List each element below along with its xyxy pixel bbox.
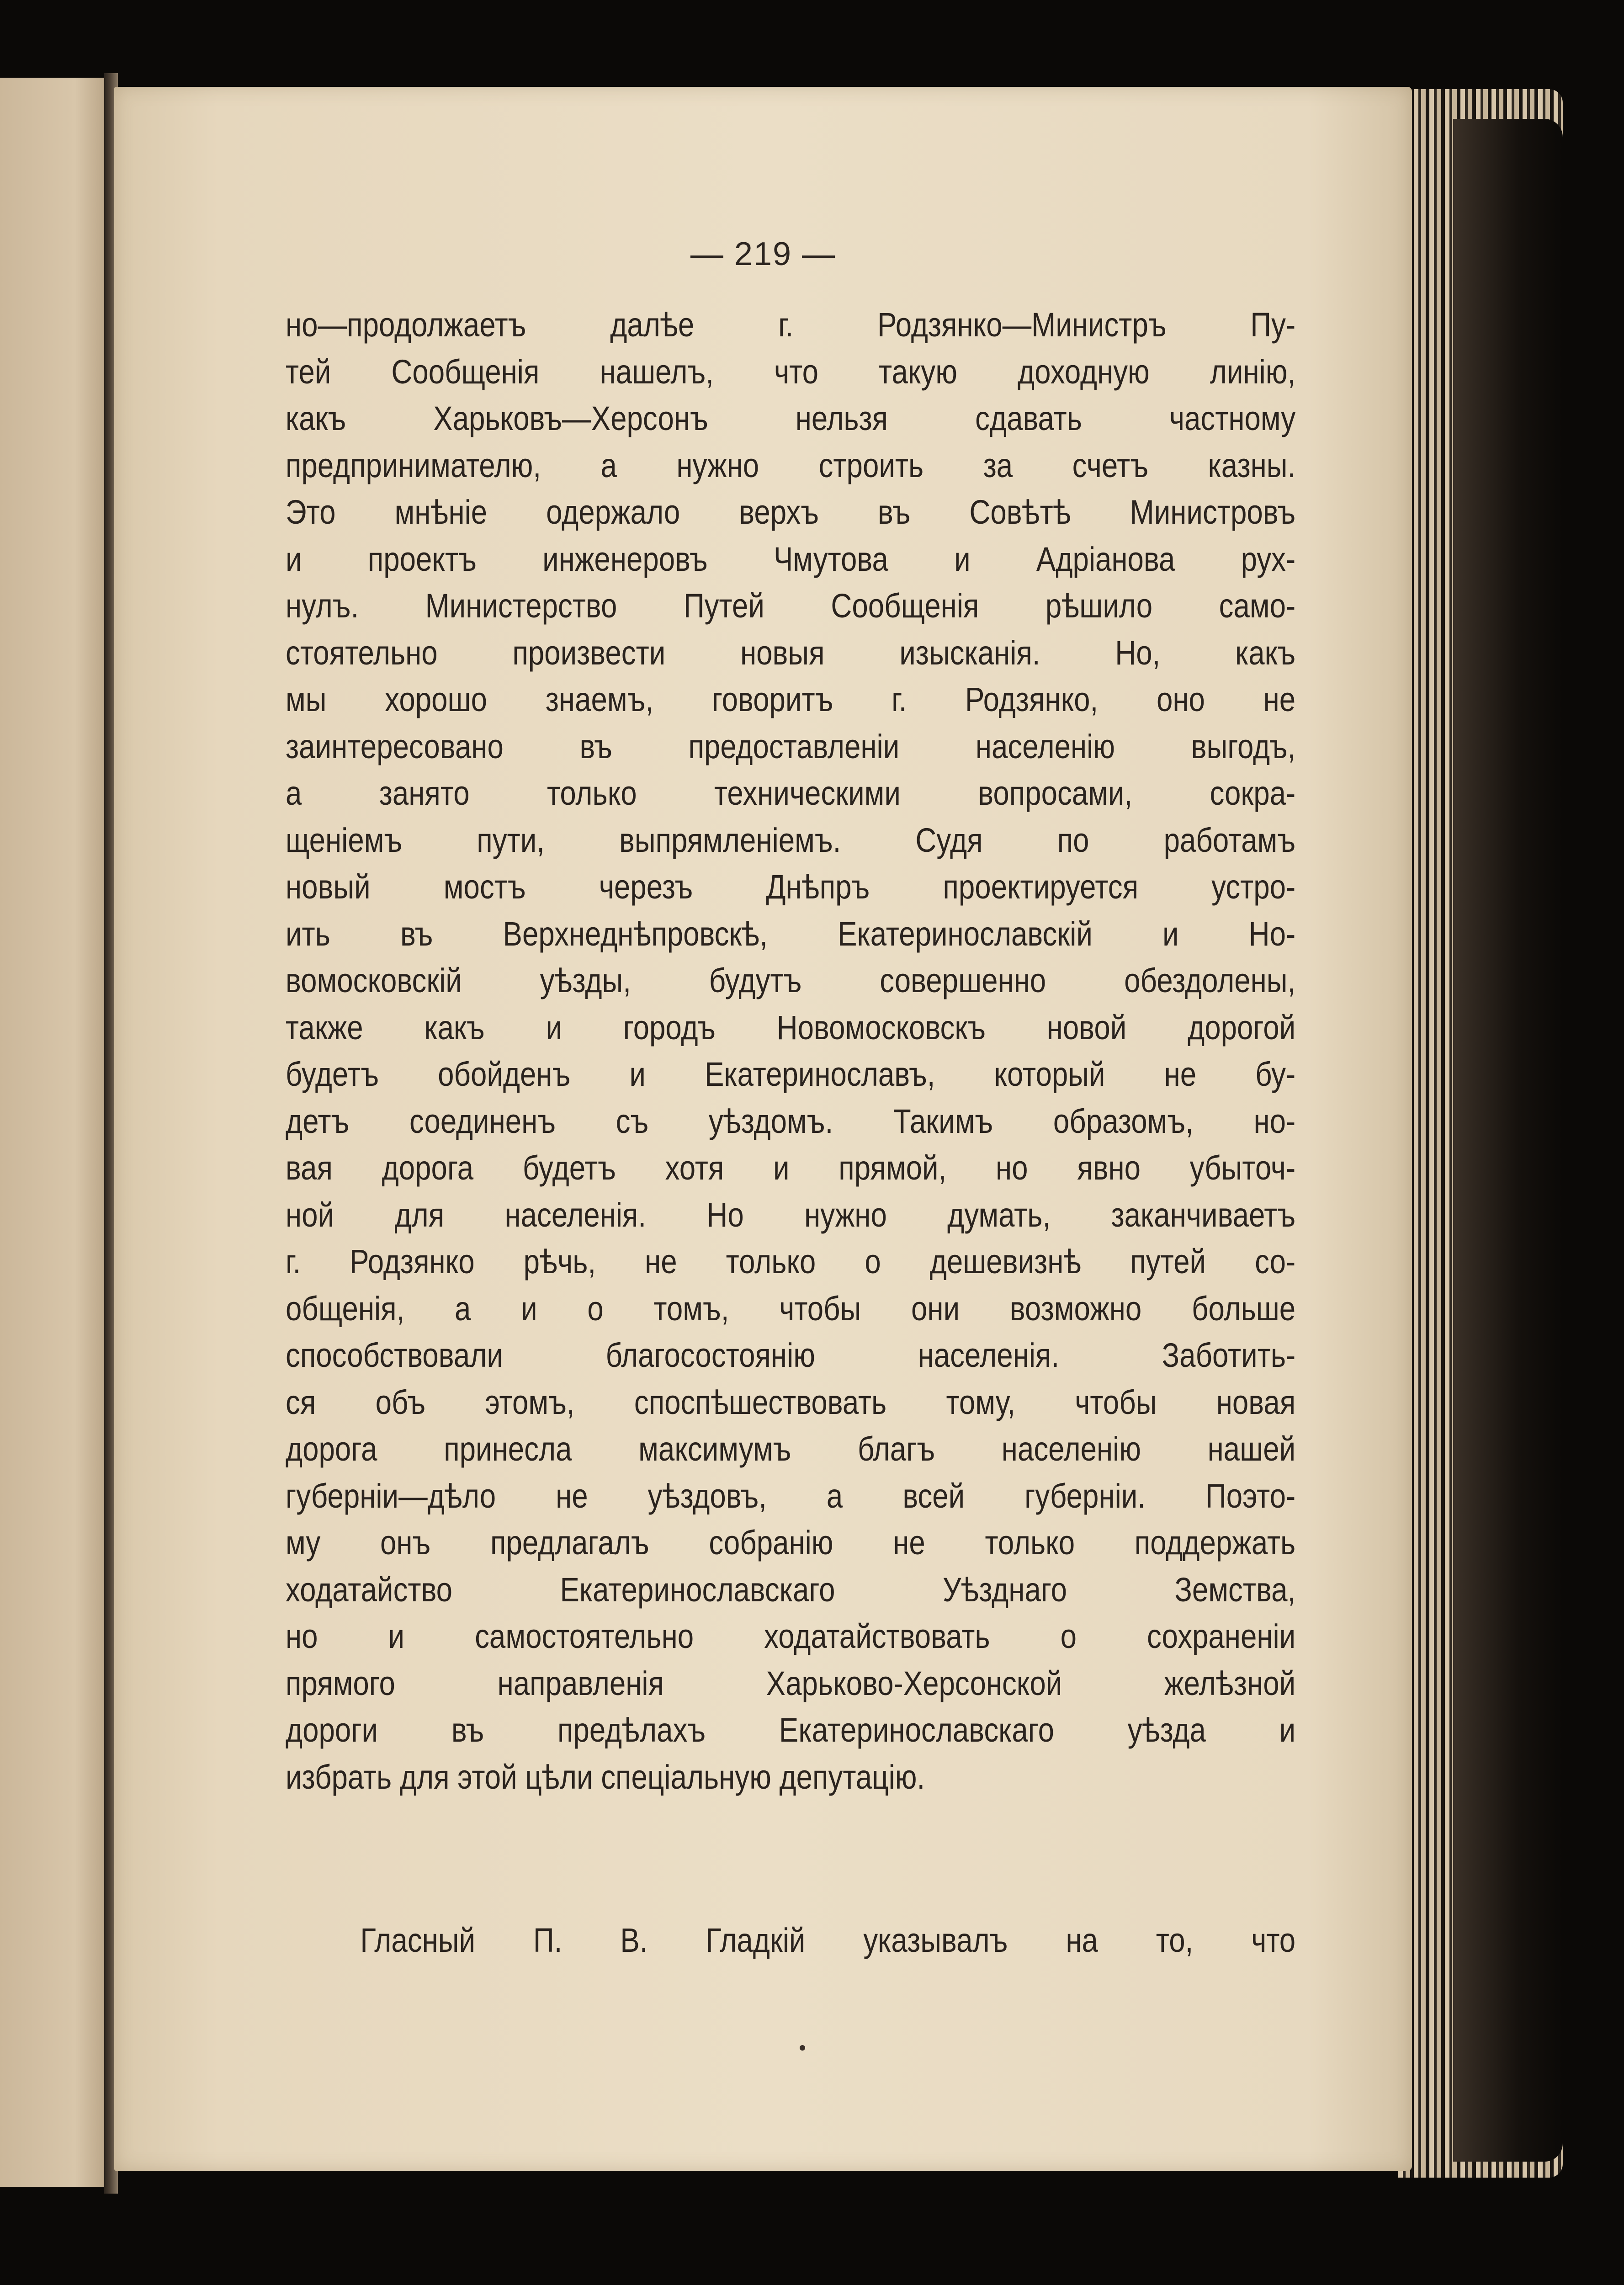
text-line: вомосковскій уѣзды, будутъ совершенно обездолены, — [286, 962, 1296, 999]
text-line: дорога принесла максимумъ благъ населенію нашей — [286, 1430, 1296, 1468]
text-line: ной для населенія. Но нужно думать, заканчиваетъ — [286, 1196, 1296, 1234]
text-line: заинтересовано въ предоставленіи населенію выгодъ, — [286, 727, 1296, 765]
text-line: щеніемъ пути, выпрямленіемъ. Судя по работамъ — [286, 821, 1296, 859]
book-page — [114, 87, 1412, 2171]
text-line: мы хорошо знаемъ, говоритъ г. Родзянко, оно не — [286, 680, 1296, 718]
paragraph-1 — [286, 302, 1296, 1801]
text-line: а занято только техническими вопросами, сокра- — [286, 774, 1296, 812]
text-line: дороги въ предѣлахъ Екатеринославскаго уѣзда и — [286, 1711, 1296, 1749]
text-line: но—продолжаетъ далѣе г. Родзянко—Министръ Пу- — [286, 306, 1296, 344]
text-line: также какъ и городъ Новомосковскъ новой дорогой — [286, 1008, 1296, 1047]
text-line: Это мнѣніе одержало верхъ въ Совѣтѣ Министровъ — [286, 493, 1296, 531]
text-line: какъ Харьковъ—Херсонъ нельзя сдавать частному — [286, 399, 1296, 437]
text-line: ходатайство Екатеринославскаго Уѣзднаго Земства, — [286, 1570, 1296, 1609]
text-line-last: избрать для этой цѣли спеціальную депутацію. — [286, 1758, 925, 1796]
text-line: вая дорога будетъ хотя и прямой, но явно убыточ- — [286, 1149, 1296, 1187]
text-line: будетъ обойденъ и Екатеринославъ, который не бу- — [286, 1055, 1296, 1093]
text-line: нулъ. Министерство Путей Сообщенія рѣшило само- — [286, 587, 1296, 625]
text-line: ить въ Верхнеднѣпровскѣ, Екатеринославскій и Но- — [286, 914, 1296, 953]
text-line: г. Родзянко рѣчь, не только о дешевизнѣ путей со- — [286, 1243, 1296, 1281]
text-line: Гласный П. В. Гладкій указывалъ на то, что — [360, 1921, 1296, 1959]
text-line: способствовали благосостоянію населенія. Заботить- — [286, 1336, 1296, 1374]
left-facing-page — [0, 78, 107, 2187]
text-line: прямого направленія Харьково-Херсонской желѣзной — [286, 1664, 1296, 1702]
text-line: предпринимателю, а нужно строить за счетъ казны. — [286, 446, 1296, 484]
text-line: губерніи—дѣло не уѣздовъ, а всей губерніи. Поэто- — [286, 1477, 1296, 1515]
text-line: стоятельно произвести новыя изысканія. Но, какъ — [286, 633, 1296, 672]
text-line: тей Сообщенія нашелъ, что такую доходную линію, — [286, 352, 1296, 391]
page-number: — 219 — — [690, 236, 836, 272]
book-block-shadow — [1453, 119, 1563, 2162]
text-line: но и самостоятельно ходатайствовать о сохраненіи — [286, 1617, 1296, 1655]
text-line: му онъ предлагалъ собранію не только поддержать — [286, 1524, 1296, 1562]
text-line: и проектъ инженеровъ Чмутова и Адріанова рух- — [286, 540, 1296, 578]
text-line: детъ соединенъ съ уѣздомъ. Такимъ образомъ, но- — [286, 1102, 1296, 1140]
text-line: новый мостъ черезъ Днѣпръ проектируется устро- — [286, 868, 1296, 906]
text-line: ся объ этомъ, споспѣшествовать тому, чтобы новая — [286, 1383, 1296, 1421]
text-line: общенія, а и о томъ, чтобы они возможно больше — [286, 1289, 1296, 1328]
paragraph-2 — [286, 1917, 1295, 1964]
ink-speck — [800, 2045, 805, 2051]
